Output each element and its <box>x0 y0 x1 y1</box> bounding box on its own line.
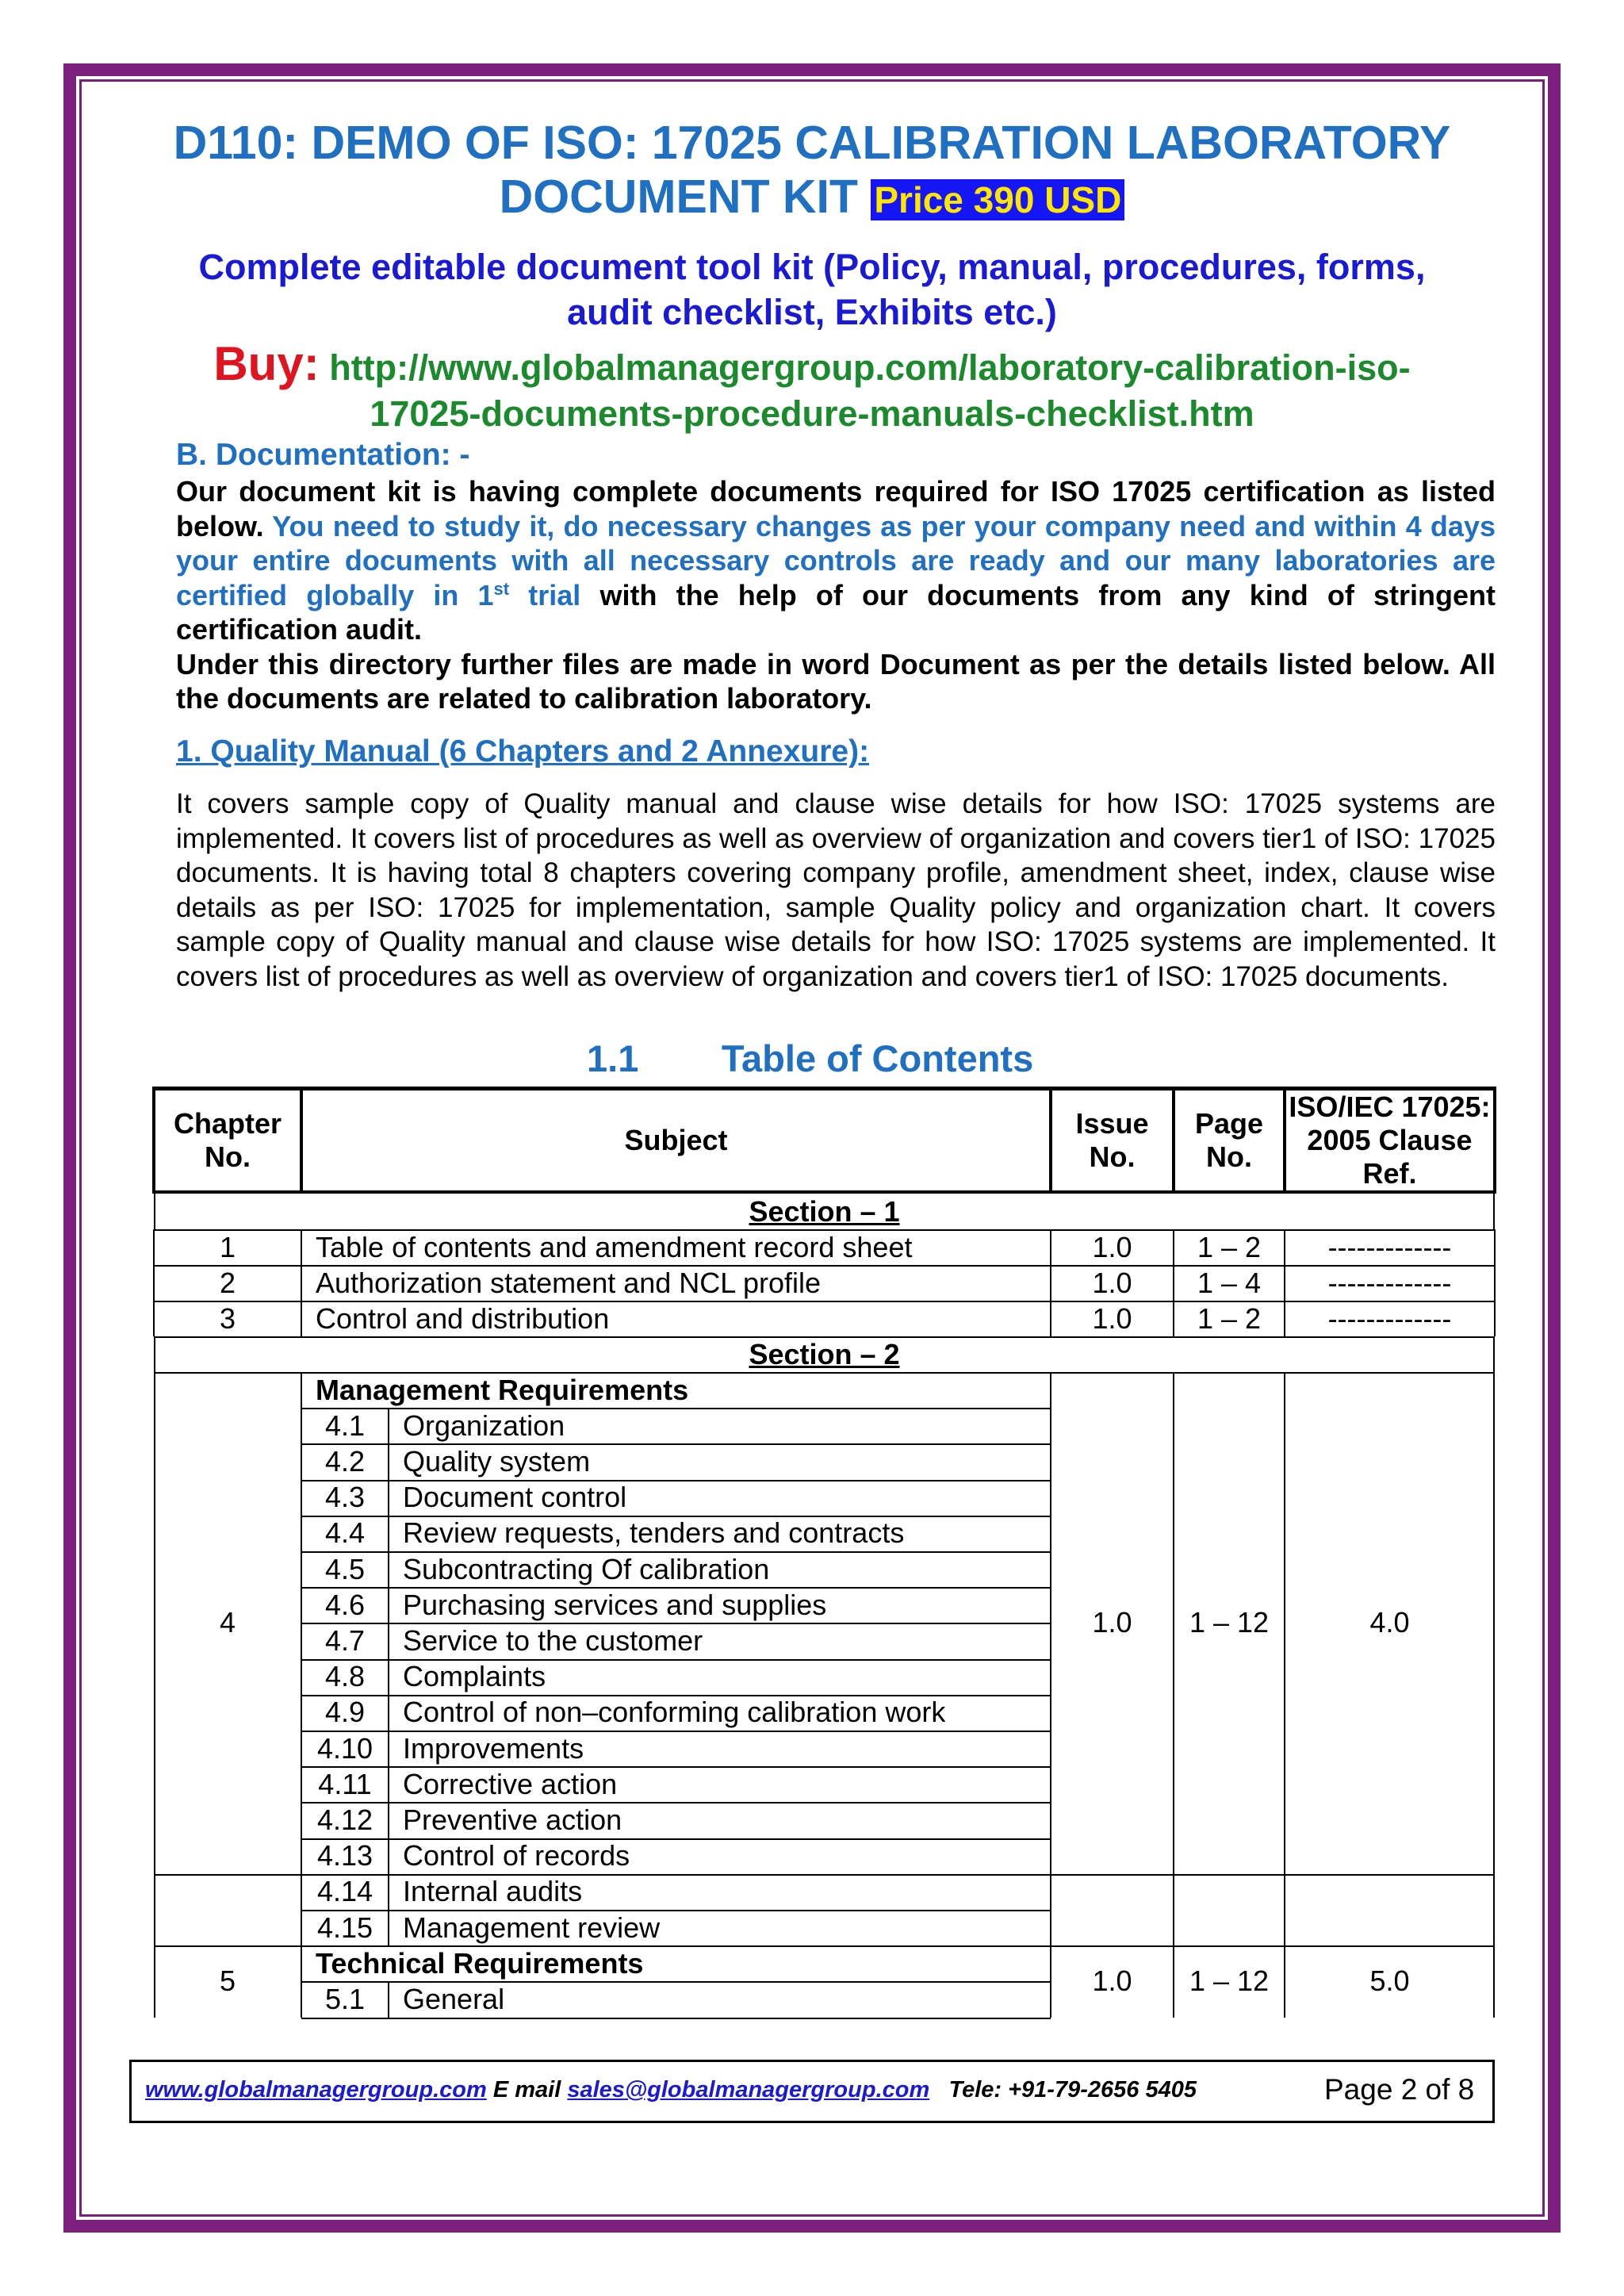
clause-title-cell: Document control <box>403 1481 627 1514</box>
clause-title-cell: Service to the customer <box>403 1623 703 1657</box>
title-line-2-text: DOCUMENT KIT <box>499 171 858 223</box>
clause-number-cell: 4.14 <box>316 1875 373 1908</box>
header-subject: Subject <box>624 1123 728 1156</box>
toc-number: 1.1 <box>587 1037 639 1079</box>
footer-tele-text: Tele: +91-79-2656 5405 <box>948 2077 1197 2102</box>
chapter-no-cell: 2 <box>219 1266 236 1299</box>
subject-row-rule <box>301 2018 1051 2019</box>
chapter-no-cell: 3 <box>219 1301 236 1335</box>
clause-title-cell: Corrective action <box>403 1767 618 1800</box>
issue-cell: 1.0 <box>1092 1301 1132 1335</box>
section-1-label: Section – 1 <box>749 1194 900 1228</box>
quality-manual-heading: 1. Quality Manual (6 Chapters and 2 Annexure): <box>176 734 870 769</box>
title-line-1: D110: DEMO OF ISO: 17025 CALIBRATION LABORATORY <box>173 117 1451 169</box>
toc-title-text: Table of Contents <box>721 1037 1034 1079</box>
clause-number-cell: 5.1 <box>324 1982 366 2015</box>
chapter-4-no: 4 <box>219 1606 236 1639</box>
clause-title-cell: Preventive action <box>403 1803 622 1836</box>
header-issue-no: Issue No. <box>1075 1106 1149 1173</box>
doc-text-sup: st <box>493 578 510 599</box>
clause-number-cell: 4.10 <box>316 1731 373 1765</box>
subtitle-line-1: Complete editable document tool kit (Policy, manual, procedures, forms, <box>198 247 1426 287</box>
clause-title-cell: Purchasing services and supplies <box>403 1588 827 1621</box>
subject-cell: Control and distribution <box>316 1301 610 1335</box>
page-cell: 1 – 2 <box>1197 1230 1262 1263</box>
footer-email-link[interactable]: sales@globalmanagergroup.com <box>567 2077 930 2102</box>
clause-number-cell: 4.12 <box>316 1803 373 1836</box>
clause-number-cell: 4.11 <box>318 1767 372 1800</box>
buy-link-part-2[interactable]: 17025-documents-procedure-manuals-checklist.htm <box>370 393 1254 434</box>
title-line-2 <box>127 170 1497 227</box>
clause-title-cell: Management review <box>403 1911 661 1944</box>
clause-number-cell: 4.5 <box>324 1552 366 1585</box>
clause-number-cell: 4.7 <box>324 1623 366 1657</box>
clause-title-cell: Complaints <box>403 1660 546 1693</box>
clause-title-cell: Subcontracting Of calibration <box>403 1552 770 1585</box>
documentation-heading: B. Documentation: - <box>176 438 470 472</box>
table-row-rule <box>154 1874 301 1876</box>
clause-title-cell: General <box>403 1982 505 2015</box>
management-requirements-heading: Management Requirements <box>316 1373 689 1406</box>
table-row-rule <box>1051 1874 1495 1876</box>
chapter-4-issue: 1.0 <box>1092 1606 1132 1639</box>
buy-line-1 <box>127 337 1497 391</box>
doc-text-1: Our document kit is having complete documents required for ISO 17025 certification as listed below. <box>176 475 1496 542</box>
clause-cell: ------------- <box>1327 1230 1452 1263</box>
clause-title-cell: Control of non–conforming calibration work <box>403 1696 946 1729</box>
header-clause-ref: ISO/IEC 17025: 2005 Clause Ref. <box>1289 1090 1491 1190</box>
doc-text-blue-2: trial <box>509 578 581 611</box>
subject-cell: Authorization statement and NCL profile <box>316 1266 822 1299</box>
buy-label: Buy: <box>213 337 320 390</box>
doc-text-3: Under this directory further files are made in word Document as per the details listed below. All the documents are related to calibration laboratory. <box>176 647 1496 715</box>
clause-title-cell: Control of records <box>403 1839 630 1872</box>
clause-number-cell: 4.13 <box>316 1839 373 1872</box>
footer-email-label: E mail <box>486 2077 568 2102</box>
chapter-5-no: 5 <box>219 1964 236 1998</box>
clause-number-cell: 4.9 <box>324 1696 366 1729</box>
subject-cell: Table of contents and amendment record sheet <box>316 1230 913 1263</box>
footer-tele <box>929 2077 1197 2102</box>
page-cell: 1 – 4 <box>1197 1266 1262 1299</box>
clause-number-cell: 4.3 <box>324 1481 366 1514</box>
price-badge: Price 390 USD <box>871 179 1124 220</box>
page-cell: 1 – 2 <box>1197 1301 1262 1335</box>
footer-page-number: Page 2 of 8 <box>1324 2073 1475 2106</box>
quality-manual-body: It covers sample copy of Quality manual and clause wise details for how ISO: 17025 systems are implemented. It covers list of procedures as well as overview of organization and covers tier1 of ISO: 17025 documents. It is having total 8 chapters covering company profile, amendment sheet, index, clause wise details as per ISO: 17025 for implementation, sample Quality policy and organization chart. It covers sample copy of Quality manual and clause wise details for how ISO: 17025 systems are implemented. It covers list of procedures as well as overview of organization and covers tier1 of ISO: 17025 documents. <box>176 788 1496 992</box>
buy-block <box>127 337 1497 437</box>
clause-number-cell: 4.1 <box>324 1409 366 1442</box>
doc-text-2: with the help of our documents from any kind of stringent certification audit. <box>176 578 1496 646</box>
header-page-no: Page No. <box>1194 1106 1264 1173</box>
subtitle-line-2: audit checklist, Exhibits etc.) <box>567 292 1057 332</box>
chapter-4-page: 1 – 12 <box>1189 1606 1270 1639</box>
footer-contacts <box>145 2077 1197 2103</box>
clause-cell: ------------- <box>1327 1301 1452 1335</box>
section-2-label: Section – 2 <box>749 1337 900 1370</box>
footer-website-link[interactable]: www.globalmanagergroup.com <box>145 2077 487 2102</box>
chapter-4-clause: 4.0 <box>1369 1606 1410 1639</box>
subtitle <box>127 244 1497 335</box>
clause-number-cell: 4.15 <box>316 1911 373 1944</box>
clause-number-cell: 4.4 <box>324 1516 366 1550</box>
issue-cell: 1.0 <box>1092 1230 1132 1263</box>
buy-link-part-1[interactable]: http://www.globalmanagergroup.com/laboratory-calibration-iso- <box>329 347 1411 388</box>
clause-number-cell: 4.8 <box>324 1660 366 1693</box>
clause-title-cell: Improvements <box>403 1731 584 1765</box>
chapter-no-cell: 1 <box>219 1230 236 1263</box>
chapter-5-issue: 1.0 <box>1092 1964 1132 1998</box>
clause-title-cell: Quality system <box>403 1444 591 1478</box>
doc-text-blue: You need to study it, do necessary changes as per your company need and within 4 days your entire documents with all necessary controls are ready and our many laboratories are certified globally in 1 <box>176 509 1496 611</box>
clause-number-cell: 4.6 <box>324 1588 366 1621</box>
toc-title <box>587 1037 1033 1080</box>
chapter-5-page: 1 – 12 <box>1189 1964 1270 1998</box>
clause-number-cell: 4.2 <box>324 1444 366 1478</box>
technical-requirements-heading: Technical Requirements <box>316 1946 644 1980</box>
clause-title-cell: Organization <box>403 1409 565 1442</box>
header-chapter-no: Chapter No. <box>173 1106 282 1173</box>
documentation-paragraph <box>176 474 1496 716</box>
clause-title-cell: Internal audits <box>403 1875 583 1908</box>
clause-title-cell: Review requests, tenders and contracts <box>403 1516 905 1550</box>
document-title <box>127 116 1497 227</box>
clause-cell: ------------- <box>1327 1266 1452 1299</box>
chapter-5-clause: 5.0 <box>1369 1964 1410 1998</box>
issue-cell: 1.0 <box>1092 1266 1132 1299</box>
